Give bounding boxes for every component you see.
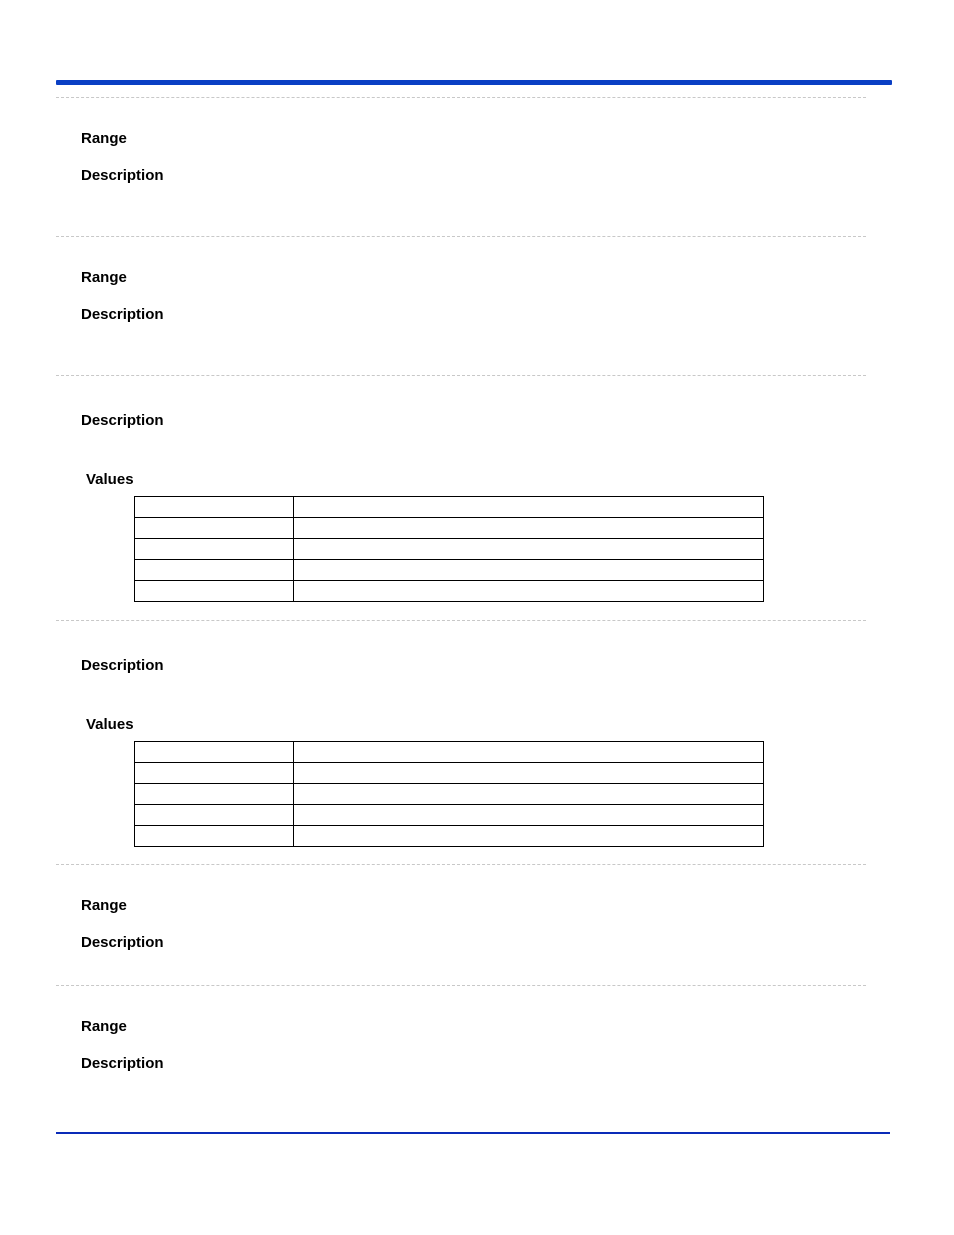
values-label: Values: [86, 716, 134, 733]
table-row: [135, 805, 764, 826]
description-label: Description: [81, 412, 164, 429]
table-cell: [294, 518, 764, 539]
range-label: Range: [81, 897, 127, 914]
range-label: Range: [81, 1018, 127, 1035]
section-separator: [56, 375, 866, 376]
table-cell: [135, 518, 294, 539]
table-cell: [135, 805, 294, 826]
table-row: [135, 581, 764, 602]
section-separator: [56, 236, 866, 237]
section-separator: [56, 864, 866, 865]
table-cell: [294, 826, 764, 847]
table-cell: [135, 742, 294, 763]
description-label: Description: [81, 1055, 164, 1072]
table-row: [135, 826, 764, 847]
table-cell: [135, 763, 294, 784]
table-cell: [294, 763, 764, 784]
table-cell: [294, 497, 764, 518]
footer-rule: [56, 1132, 890, 1134]
description-label: Description: [81, 306, 164, 323]
table-cell: [294, 784, 764, 805]
table-row: [135, 742, 764, 763]
values-label: Values: [86, 471, 134, 488]
table-cell: [294, 742, 764, 763]
table-cell: [135, 784, 294, 805]
table-row: [135, 784, 764, 805]
table-cell: [294, 805, 764, 826]
table-row: [135, 763, 764, 784]
table-cell: [135, 539, 294, 560]
table-cell: [135, 826, 294, 847]
table-row: [135, 497, 764, 518]
section-separator: [56, 620, 866, 621]
table-row: [135, 560, 764, 581]
description-label: Description: [81, 934, 164, 951]
table-cell: [294, 581, 764, 602]
description-label: Description: [81, 167, 164, 184]
header-rule: [56, 80, 892, 85]
range-label: Range: [81, 130, 127, 147]
values-table: [134, 496, 764, 602]
section-separator: [56, 985, 866, 986]
description-label: Description: [81, 657, 164, 674]
table-row: [135, 539, 764, 560]
table-cell: [294, 539, 764, 560]
range-label: Range: [81, 269, 127, 286]
table-cell: [135, 581, 294, 602]
table-cell: [294, 560, 764, 581]
values-table: [134, 741, 764, 847]
table-cell: [135, 560, 294, 581]
table-row: [135, 518, 764, 539]
table-cell: [135, 497, 294, 518]
section-separator: [56, 97, 866, 98]
